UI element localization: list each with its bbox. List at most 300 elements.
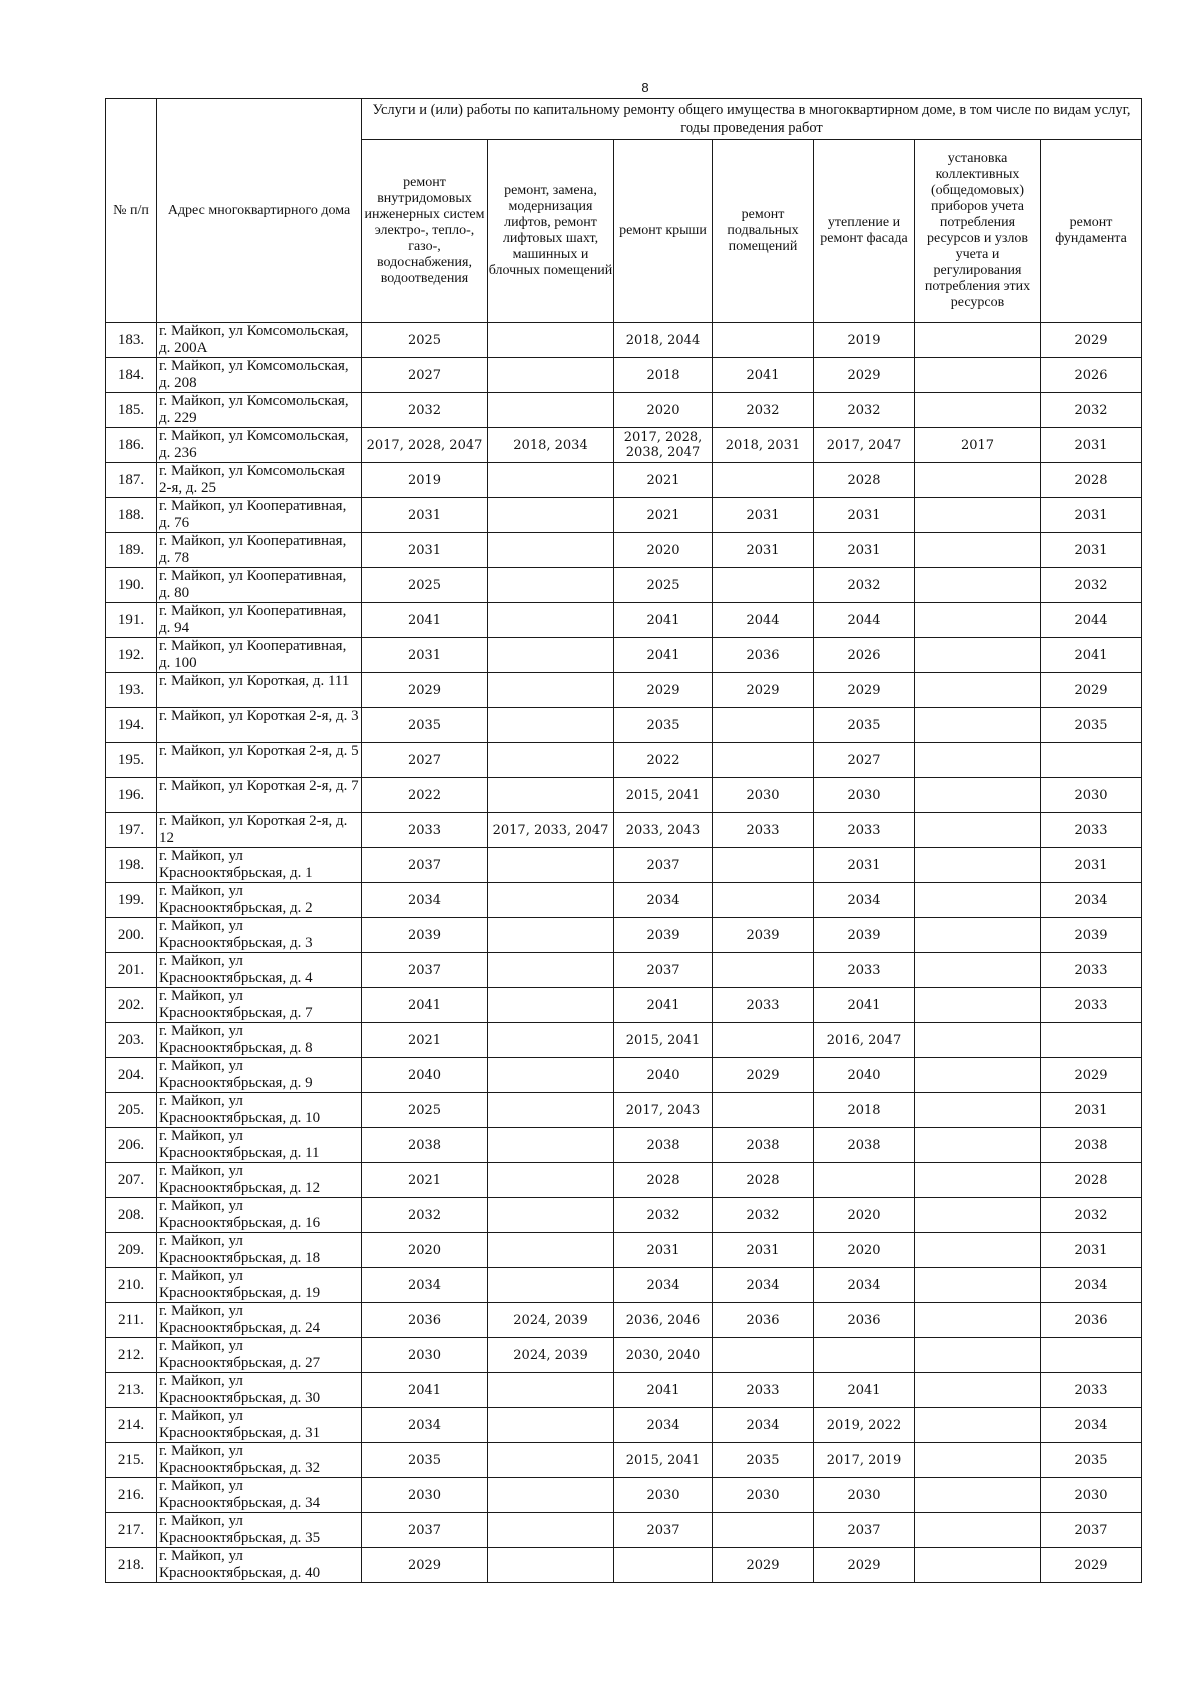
table-row [106,988,1142,1023]
cell-basement: 2033 [713,1373,814,1408]
cell-basement [713,1513,814,1548]
cell-roof: 2034 [614,883,713,918]
cell-basement: 2031 [713,498,814,533]
cell-foundation: 2031 [1041,428,1142,463]
cell-roof: 2037 [614,1513,713,1548]
row-number: 198. [106,848,157,883]
row-number: 196. [106,778,157,813]
cell-elevators [488,1233,614,1268]
cell-facade: 2028 [814,463,915,498]
cell-facade: 2027 [814,743,915,778]
cell-elevators [488,638,614,673]
page-number: 8 [641,80,649,95]
row-number: 207. [106,1163,157,1198]
cell-elevators [488,883,614,918]
table-row [106,638,1142,673]
cell-roof: 2020 [614,533,713,568]
cell-roof: 2017, 2043 [614,1093,713,1128]
cell-elevators [488,358,614,393]
cell-meters [915,743,1041,778]
cell-elevators [488,1198,614,1233]
table-row [106,813,1142,848]
table-row [106,603,1142,638]
cell-foundation: 2031 [1041,848,1142,883]
cell-roof: 2037 [614,953,713,988]
table-row [106,1513,1142,1548]
cell-basement: 2044 [713,603,814,638]
cell-facade: 2019 [814,323,915,358]
cell-engineering-systems: 2036 [362,1303,488,1338]
cell-foundation: 2034 [1041,1408,1142,1443]
cell-roof: 2034 [614,1268,713,1303]
cell-foundation: 2028 [1041,1163,1142,1198]
cell-elevators: 2018, 2034 [488,428,614,463]
row-address: г. Майкоп, ул Краснооктябрьская, д. 35 [157,1513,362,1548]
cell-engineering-systems: 2022 [362,778,488,813]
cell-meters [915,988,1041,1023]
row-number: 200. [106,918,157,953]
cell-engineering-systems: 2041 [362,603,488,638]
cell-meters [915,1408,1041,1443]
cell-elevators [488,603,614,638]
table-row [106,1303,1142,1338]
cell-foundation: 2033 [1041,953,1142,988]
cell-foundation: 2035 [1041,708,1142,743]
table-row [106,393,1142,428]
row-number: 201. [106,953,157,988]
row-number: 209. [106,1233,157,1268]
header-meters: установка коллективных (общедомовых) приборов учета потребления ресурсов и узлов учета и регулирования потребления этих ресурсов [915,140,1041,323]
row-address: г. Майкоп, ул Краснооктябрьская, д. 1 [157,848,362,883]
cell-basement [713,708,814,743]
cell-basement: 2032 [713,1198,814,1233]
cell-meters [915,1198,1041,1233]
cell-meters [915,1443,1041,1478]
row-address: г. Майкоп, ул Краснооктябрьская, д. 24 [157,1303,362,1338]
cell-foundation: 2035 [1041,1443,1142,1478]
cell-elevators [488,848,614,883]
cell-roof: 2037 [614,848,713,883]
cell-facade: 2031 [814,498,915,533]
cell-engineering-systems: 2017, 2028, 2047 [362,428,488,463]
cell-elevators [488,568,614,603]
row-number: 195. [106,743,157,778]
cell-engineering-systems: 2039 [362,918,488,953]
cell-facade: 2034 [814,883,915,918]
row-address: г. Майкоп, ул Краснооктябрьская, д. 30 [157,1373,362,1408]
cell-roof: 2020 [614,393,713,428]
cell-meters [915,1163,1041,1198]
cell-facade: 2026 [814,638,915,673]
cell-elevators [488,1023,614,1058]
cell-meters [915,638,1041,673]
row-address: г. Майкоп, ул Кооперативная, д. 76 [157,498,362,533]
row-number: 213. [106,1373,157,1408]
cell-elevators [488,393,614,428]
cell-meters [915,1058,1041,1093]
cell-roof: 2018 [614,358,713,393]
cell-meters [915,883,1041,918]
cell-meters [915,673,1041,708]
cell-roof: 2015, 2041 [614,1023,713,1058]
cell-elevators [488,778,614,813]
cell-meters: 2017 [915,428,1041,463]
header-roof: ремонт крыши [614,140,713,323]
row-number: 204. [106,1058,157,1093]
cell-foundation: 2028 [1041,463,1142,498]
cell-engineering-systems: 2037 [362,1513,488,1548]
row-address: г. Майкоп, ул Краснооктябрьская, д. 11 [157,1128,362,1163]
cell-facade: 2016, 2047 [814,1023,915,1058]
cell-facade: 2030 [814,778,915,813]
cell-engineering-systems: 2021 [362,1023,488,1058]
cell-elevators [488,1478,614,1513]
row-number: 218. [106,1548,157,1583]
cell-roof [614,1548,713,1583]
row-address: г. Майкоп, ул Краснооктябрьская, д. 9 [157,1058,362,1093]
cell-roof: 2030 [614,1478,713,1513]
cell-facade: 2019, 2022 [814,1408,915,1443]
cell-foundation: 2029 [1041,673,1142,708]
table-row [106,1128,1142,1163]
row-number: 185. [106,393,157,428]
cell-facade: 2034 [814,1268,915,1303]
table-row [106,1408,1142,1443]
row-number: 215. [106,1443,157,1478]
row-number: 186. [106,428,157,463]
cell-elevators [488,1058,614,1093]
row-address: г. Майкоп, ул Короткая 2-я, д. 3 [157,708,362,743]
row-address: г. Майкоп, ул Краснооктябрьская, д. 34 [157,1478,362,1513]
cell-facade [814,1338,915,1373]
cell-elevators [488,1268,614,1303]
table-row [106,1443,1142,1478]
cell-meters [915,603,1041,638]
cell-engineering-systems: 2021 [362,1163,488,1198]
table-row [106,358,1142,393]
cell-engineering-systems: 2020 [362,1233,488,1268]
cell-meters [915,918,1041,953]
cell-foundation: 2038 [1041,1128,1142,1163]
cell-basement: 2031 [713,1233,814,1268]
cell-foundation: 2031 [1041,533,1142,568]
cell-roof: 2038 [614,1128,713,1163]
cell-foundation: 2030 [1041,1478,1142,1513]
cell-facade: 2033 [814,953,915,988]
cell-engineering-systems: 2034 [362,1408,488,1443]
cell-basement: 2033 [713,813,814,848]
cell-foundation: 2029 [1041,1548,1142,1583]
row-number: 199. [106,883,157,918]
cell-engineering-systems: 2033 [362,813,488,848]
table-row [106,323,1142,358]
row-address: г. Майкоп, ул Краснооктябрьская, д. 40 [157,1548,362,1583]
row-number: 203. [106,1023,157,1058]
row-address: г. Майкоп, ул Комсомольская, д. 229 [157,393,362,428]
cell-basement: 2029 [713,673,814,708]
cell-foundation: 2033 [1041,1373,1142,1408]
row-address: г. Майкоп, ул Кооперативная, д. 100 [157,638,362,673]
row-number: 211. [106,1303,157,1338]
cell-elevators [488,1373,614,1408]
table-row [106,743,1142,778]
row-number: 212. [106,1338,157,1373]
cell-facade: 2029 [814,673,915,708]
cell-facade: 2038 [814,1128,915,1163]
cell-foundation: 2036 [1041,1303,1142,1338]
cell-roof: 2021 [614,498,713,533]
row-address: г. Майкоп, ул Краснооктябрьская, д. 2 [157,883,362,918]
row-number: 208. [106,1198,157,1233]
cell-elevators: 2017, 2033, 2047 [488,813,614,848]
row-address: г. Майкоп, ул Краснооктябрьская, д. 8 [157,1023,362,1058]
cell-facade: 2041 [814,1373,915,1408]
cell-basement: 2034 [713,1408,814,1443]
cell-engineering-systems: 2035 [362,708,488,743]
cell-meters [915,1373,1041,1408]
cell-elevators [488,1513,614,1548]
cell-facade: 2020 [814,1198,915,1233]
cell-foundation [1041,1023,1142,1058]
row-number: 188. [106,498,157,533]
cell-basement: 2036 [713,638,814,673]
cell-elevators [488,918,614,953]
cell-foundation: 2033 [1041,988,1142,1023]
cell-facade: 2018 [814,1093,915,1128]
cell-engineering-systems: 2034 [362,883,488,918]
row-number: 183. [106,323,157,358]
cell-facade [814,1163,915,1198]
cell-roof: 2015, 2041 [614,778,713,813]
cell-basement: 2033 [713,988,814,1023]
header-foundation: ремонт фундамента [1041,140,1142,323]
cell-engineering-systems: 2025 [362,323,488,358]
cell-basement [713,1023,814,1058]
cell-basement: 2032 [713,393,814,428]
cell-elevators [488,1548,614,1583]
row-address: г. Майкоп, ул Краснооктябрьская, д. 31 [157,1408,362,1443]
cell-foundation: 2034 [1041,883,1142,918]
cell-meters [915,778,1041,813]
cell-roof: 2025 [614,568,713,603]
cell-basement [713,883,814,918]
header-basement: ремонт подвальных помещений [713,140,814,323]
table-row [106,568,1142,603]
row-address: г. Майкоп, ул Краснооктябрьская, д. 7 [157,988,362,1023]
cell-foundation: 2030 [1041,778,1142,813]
cell-engineering-systems: 2032 [362,393,488,428]
row-address: г. Майкоп, ул Краснооктябрьская, д. 12 [157,1163,362,1198]
table-row [106,1478,1142,1513]
table-row [106,1268,1142,1303]
row-address: г. Майкоп, ул Короткая 2-я, д. 12 [157,813,362,848]
cell-facade: 2032 [814,568,915,603]
table-row [106,883,1142,918]
cell-meters [915,1128,1041,1163]
row-address: г. Майкоп, ул Комсомольская, д. 200А [157,323,362,358]
cell-elevators [488,323,614,358]
cell-foundation: 2044 [1041,603,1142,638]
cell-engineering-systems: 2037 [362,848,488,883]
cell-foundation: 2032 [1041,568,1142,603]
cell-basement: 2028 [713,1163,814,1198]
cell-basement [713,1093,814,1128]
cell-basement: 2030 [713,778,814,813]
cell-roof: 2036, 2046 [614,1303,713,1338]
table-row [106,673,1142,708]
cell-engineering-systems: 2025 [362,1093,488,1128]
cell-elevators [488,1093,614,1128]
cell-elevators [488,533,614,568]
cell-basement [713,743,814,778]
row-address: г. Майкоп, ул Краснооктябрьская, д. 4 [157,953,362,988]
cell-basement: 2030 [713,1478,814,1513]
cell-engineering-systems: 2027 [362,743,488,778]
row-number: 189. [106,533,157,568]
header-engineering-systems: ремонт внутридомовых инженерных систем электро-, тепло-, газо-, водоснабжения, водоотведения [362,140,488,323]
row-number: 210. [106,1268,157,1303]
table-row [106,428,1142,463]
header-number: № п/п [106,99,157,323]
row-address: г. Майкоп, ул Краснооктябрьская, д. 18 [157,1233,362,1268]
cell-basement: 2029 [713,1058,814,1093]
row-address: г. Майкоп, ул Краснооктябрьская, д. 32 [157,1443,362,1478]
cell-engineering-systems: 2032 [362,1198,488,1233]
cell-engineering-systems: 2025 [362,568,488,603]
table-row [106,918,1142,953]
cell-basement [713,568,814,603]
cell-meters [915,953,1041,988]
cell-basement: 2039 [713,918,814,953]
cell-foundation: 2039 [1041,918,1142,953]
cell-roof: 2015, 2041 [614,1443,713,1478]
row-number: 184. [106,358,157,393]
cell-roof: 2040 [614,1058,713,1093]
cell-basement [713,323,814,358]
cell-facade: 2036 [814,1303,915,1338]
cell-facade: 2029 [814,358,915,393]
cell-basement: 2038 [713,1128,814,1163]
cell-basement: 2031 [713,533,814,568]
table-row [106,1163,1142,1198]
cell-basement: 2041 [713,358,814,393]
cell-foundation: 2034 [1041,1268,1142,1303]
cell-foundation: 2026 [1041,358,1142,393]
row-address: г. Майкоп, ул Краснооктябрьская, д. 19 [157,1268,362,1303]
cell-meters [915,848,1041,883]
row-address: г. Майкоп, ул Комсомольская, д. 236 [157,428,362,463]
table-row [106,708,1142,743]
row-address: г. Майкоп, ул Комсомольская, д. 208 [157,358,362,393]
cell-meters [915,498,1041,533]
cell-foundation: 2029 [1041,323,1142,358]
cell-basement [713,1338,814,1373]
cell-elevators [488,1128,614,1163]
cell-elevators [488,988,614,1023]
table-row [106,1233,1142,1268]
cell-meters [915,813,1041,848]
cell-engineering-systems: 2034 [362,1268,488,1303]
cell-roof: 2034 [614,1408,713,1443]
cell-facade: 2032 [814,393,915,428]
cell-roof: 2041 [614,1373,713,1408]
row-address: г. Майкоп, ул Кооперативная, д. 78 [157,533,362,568]
cell-facade: 2040 [814,1058,915,1093]
row-address: г. Майкоп, ул Краснооктябрьская, д. 10 [157,1093,362,1128]
row-number: 194. [106,708,157,743]
cell-basement: 2018, 2031 [713,428,814,463]
cell-roof: 2017, 2028, 2038, 2047 [614,428,713,463]
cell-elevators [488,498,614,533]
row-number: 192. [106,638,157,673]
table-row [106,498,1142,533]
cell-facade: 2017, 2019 [814,1443,915,1478]
cell-facade: 2031 [814,533,915,568]
cell-roof: 2022 [614,743,713,778]
table-row [106,953,1142,988]
cell-meters [915,393,1041,428]
cell-roof: 2029 [614,673,713,708]
cell-roof: 2035 [614,708,713,743]
cell-facade: 2039 [814,918,915,953]
header-services-group: Услуги и (или) работы по капитальному ремонту общего имущества в многоквартирном доме, в том числе по видам услуг, годы проведения работ [362,99,1142,140]
cell-elevators [488,463,614,498]
cell-roof: 2032 [614,1198,713,1233]
table-row [106,1548,1142,1583]
cell-engineering-systems: 2041 [362,1373,488,1408]
cell-roof: 2030, 2040 [614,1338,713,1373]
row-number: 191. [106,603,157,638]
cell-elevators [488,1443,614,1478]
cell-facade: 2037 [814,1513,915,1548]
cell-engineering-systems: 2031 [362,498,488,533]
cell-meters [915,533,1041,568]
cell-elevators [488,743,614,778]
cell-meters [915,1268,1041,1303]
cell-foundation: 2041 [1041,638,1142,673]
cell-meters [915,1023,1041,1058]
cell-facade: 2031 [814,848,915,883]
header-elevators: ремонт, замена, модернизация лифтов, ремонт лифтовых шахт, машинных и блочных помещений [488,140,614,323]
cell-elevators [488,1163,614,1198]
cell-facade: 2030 [814,1478,915,1513]
table-row [106,778,1142,813]
row-address: г. Майкоп, ул Кооперативная, д. 80 [157,568,362,603]
cell-foundation: 2031 [1041,1093,1142,1128]
row-address: г. Майкоп, ул Короткая, д. 111 [157,673,362,708]
cell-engineering-systems: 2030 [362,1338,488,1373]
cell-facade: 2033 [814,813,915,848]
cell-engineering-systems: 2030 [362,1478,488,1513]
row-number: 214. [106,1408,157,1443]
cell-foundation: 2031 [1041,498,1142,533]
row-number: 206. [106,1128,157,1163]
cell-engineering-systems: 2027 [362,358,488,393]
cell-basement: 2035 [713,1443,814,1478]
cell-elevators: 2024, 2039 [488,1303,614,1338]
cell-roof: 2041 [614,988,713,1023]
cell-foundation: 2032 [1041,393,1142,428]
cell-engineering-systems: 2040 [362,1058,488,1093]
capital-repair-table [105,98,1142,1583]
row-address: г. Майкоп, ул Короткая 2-я, д. 7 [157,778,362,813]
cell-foundation: 2029 [1041,1058,1142,1093]
cell-foundation: 2037 [1041,1513,1142,1548]
cell-roof: 2041 [614,603,713,638]
row-number: 205. [106,1093,157,1128]
row-address: г. Майкоп, ул Короткая 2-я, д. 5 [157,743,362,778]
table-row [106,533,1142,568]
